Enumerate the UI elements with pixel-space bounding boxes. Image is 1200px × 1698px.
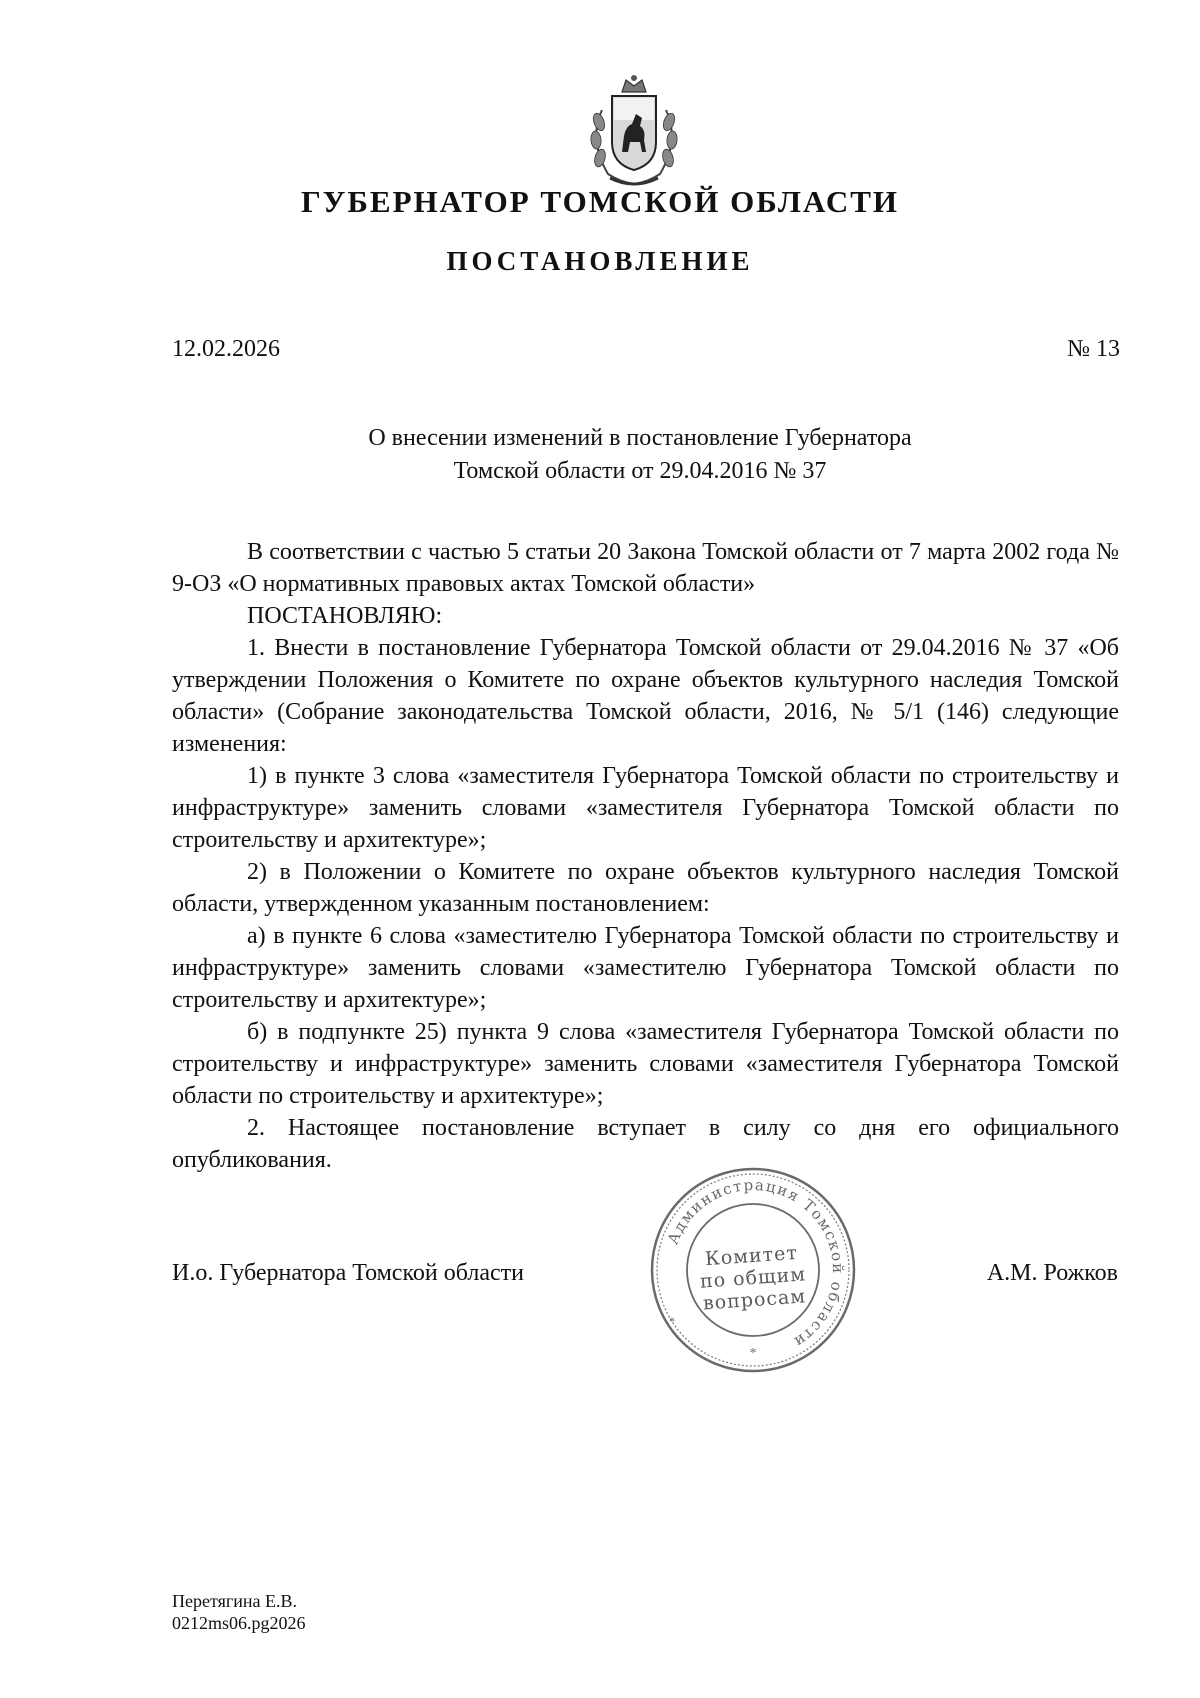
- document-date: 12.02.2026: [172, 336, 280, 362]
- executor-info: [172, 1590, 306, 1634]
- subject-line: О внесении изменений в постановление Губернатора: [368, 425, 912, 451]
- seal-line: Комитет: [704, 1241, 799, 1271]
- signer-name: А.М. Рожков: [986, 1260, 1118, 1286]
- body-paragraph: 1. Внести в постановление Губернатора Томской области от 29.04.2016 № 37 «Об утверждении Положения о Комитете по охране объектов культурного наследия Томской области» (Собрание законодательства Томской области, 2016, № 5/1 (146) следующие изменения:: [172, 635, 1119, 757]
- body-paragraph: а) в пункте 6 слова «заместителю Губернатора Томской области по строительству и инфраструктуре» заменить словами «заместителю Губернатора Томской области по строительству и архитектуре»;: [172, 923, 1119, 1013]
- document-type: ПОСТАНОВЛЕНИЕ: [446, 246, 754, 276]
- subject-line: Томской области от 29.04.2016 № 37: [453, 458, 827, 484]
- body-paragraph: 2) в Положении о Комитете по охране объектов культурного наследия Томской области, утвержденном указанным постановлением:: [172, 859, 1119, 917]
- svg-text:*: *: [669, 1314, 675, 1328]
- seal-ring-text: Администрация Томской области: [663, 1175, 848, 1352]
- issuer-title: ГУБЕРНАТОР ТОМСКОЙ ОБЛАСТИ: [300, 184, 900, 219]
- seal-line: вопросам: [702, 1285, 807, 1315]
- svg-text:*: *: [749, 1346, 757, 1361]
- resolution-word: ПОСТАНОВЛЯЮ:: [247, 603, 443, 629]
- document-code: 0212ms06.pg2026: [172, 1613, 306, 1633]
- document-number: № 13: [1067, 336, 1120, 362]
- body-paragraph: В соответствии с частью 5 статьи 20 Закона Томской области от 7 марта 2002 года № 9-ОЗ «О нормативных правовых актах Томской области»: [172, 539, 1119, 597]
- tomsk-coat-of-arms-icon: [580, 70, 688, 190]
- document-body: [172, 536, 1119, 1176]
- body-paragraph: б) в подпункте 25) пункта 9 слова «заместителя Губернатора Томской области по строительству и инфраструктуре» заменить словами «заместителя Губернатора Томской области по строительству и архитектуре»;: [172, 1019, 1119, 1109]
- signer-position: И.о. Губернатора Томской области: [172, 1260, 524, 1286]
- executor-name: Перетягина Е.В.: [172, 1591, 298, 1611]
- body-paragraph: 1) в пункте 3 слова «заместителя Губернатора Томской области по строительству и инфраструктуре» заменить словами «заместителя Губернатора Томской области по строительству и архитектуре»;: [172, 763, 1119, 853]
- body-paragraph: 2. Настоящее постановление вступает в силу со дня его официального опубликования.: [172, 1115, 1119, 1173]
- seal-line: по общим: [699, 1263, 807, 1293]
- document-subject: [360, 422, 920, 488]
